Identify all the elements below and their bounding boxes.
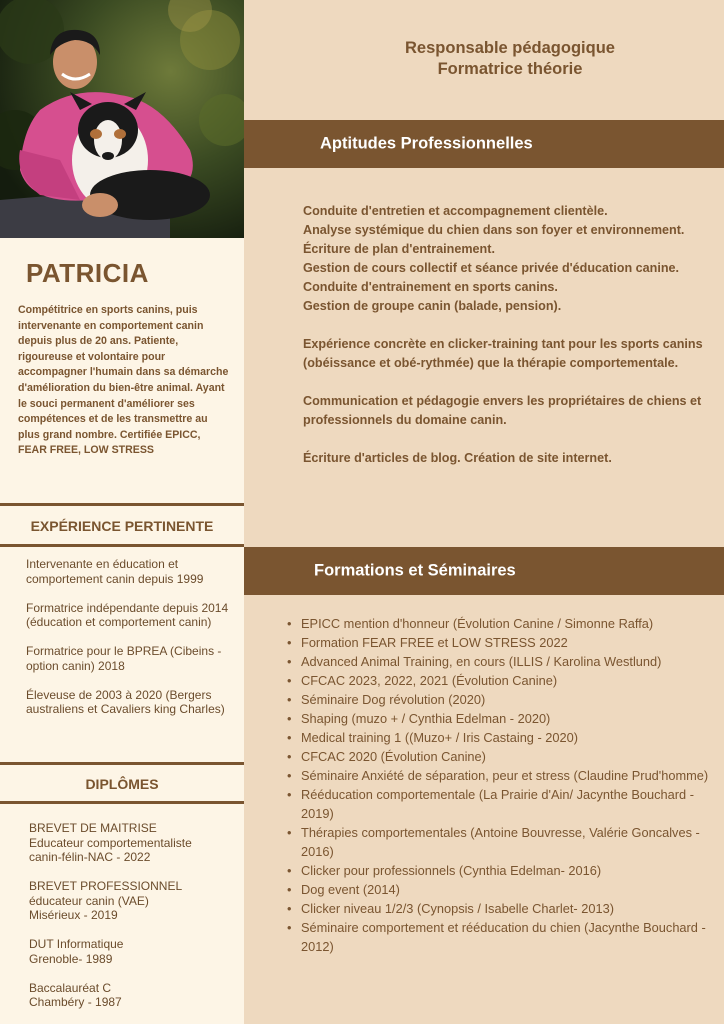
skills-paragraph: Écriture d'articles de blog. Création de site internet.: [303, 451, 612, 465]
diplomas-heading: DIPLÔMES: [85, 776, 159, 792]
diplomas-list: [29, 821, 234, 1024]
training-item: • Clicker pour professionnels (Cynthia Edelman- 2016): [285, 861, 715, 880]
skills-banner: [244, 120, 724, 168]
skill-line: Gestion de groupe canin (balade, pension).: [303, 299, 562, 313]
divider: [0, 762, 244, 765]
skills-heading: Aptitudes Professionnelles: [320, 134, 533, 153]
job-title: [300, 38, 720, 80]
trainings-list: [285, 614, 715, 956]
diploma-line: DUT Informatique: [29, 937, 124, 951]
experience-item: Formatrice indépendante depuis 2014 (éducation et comportement canin): [26, 600, 229, 629]
job-title-line: Responsable pédagogique: [405, 39, 615, 57]
profile-name: PATRICIA: [26, 258, 149, 288]
skills-list: [303, 202, 703, 316]
diploma-item: [29, 879, 234, 923]
trainings-banner: [244, 547, 724, 595]
training-item: • EPICC mention d'honneur (Évolution Canine / Simonne Raffa): [285, 614, 715, 633]
skill-line: Gestion de cours collectif et séance privée d'éducation canine.: [303, 261, 680, 275]
job-title-line: Formatrice théorie: [437, 60, 583, 78]
profile-bio: Compétitrice en sports canins, puis intervenante en comportement canin depuis plus de 20 ans. Patiente, rigoureuse et volontaire pour accompagner l'humain dans sa démarche d'amélioration du bien-être animal. Ayant le souci permanent d'améliorer ses compétences et de les transmettre au plus grand nombre. Certifiée EPICC, FEAR FREE, LOW STRESS: [18, 304, 229, 457]
training-item: • Medical training 1 ((Muzo+ / Iris Castaing - 2020): [285, 728, 715, 747]
diploma-item: [29, 821, 234, 865]
skill-line: Conduite d'entrainement en sports canins.: [303, 280, 558, 294]
diploma-line: BREVET PROFESSIONNEL: [29, 879, 183, 893]
skill-line: Écriture de plan d'entrainement.: [303, 242, 495, 256]
diploma-line: Grenoble- 1989: [29, 951, 113, 966]
skill-line: Conduite d'entretien et accompagnement clientèle.: [303, 204, 608, 218]
profile-photo: [0, 0, 244, 238]
experience-item: Formatrice pour le BPREA (Cibeins - option canin) 2018: [26, 644, 222, 673]
diploma-line: Educateur comportementaliste: [29, 835, 192, 850]
experience-item: Intervenante en éducation et comportement canin depuis 1999: [26, 557, 204, 586]
left-sidebar: [0, 0, 244, 1024]
skills-paragraph: Communication et pédagogie envers les propriétaires de chiens et professionnels du domaine canin.: [303, 394, 702, 427]
divider: [0, 503, 244, 506]
diploma-line: Chambéry - 1987: [29, 995, 122, 1009]
training-item: • Séminaire Dog révolution (2020): [285, 690, 715, 709]
diploma-item: [29, 937, 234, 966]
diploma-line: Baccalauréat C: [29, 980, 112, 995]
training-item: • Thérapies comportementales (Antoine Bouvresse, Valérie Goncalves - 2016): [285, 823, 715, 861]
profile-photo-illustration: [0, 0, 244, 238]
divider: [0, 544, 244, 547]
experience-heading: EXPÉRIENCE PERTINENTE: [30, 518, 214, 534]
skills-paragraph: Expérience concrète en clicker-training tant pour les sports canins (obéissance et obé-rythmée) que la thérapie comportementale.: [303, 337, 703, 370]
diploma-item: [29, 981, 234, 1010]
training-item: • Séminaire Anxiété de séparation, peur et stress (Claudine Prud'homme): [285, 766, 715, 785]
training-item: • Formation FEAR FREE et LOW STRESS 2022: [285, 633, 715, 652]
diploma-line: canin-félin-NAC - 2022: [29, 850, 151, 864]
diploma-line: éducateur canin (VAE): [29, 893, 149, 908]
training-item: • Clicker niveau 1/2/3 (Cynopsis / Isabelle Charlet- 2013): [285, 899, 715, 918]
experience-item: Éleveuse de 2003 à 2020 (Bergers australiens et Cavaliers king Charles): [26, 687, 225, 716]
training-item: • Séminaire comportement et rééducation du chien (Jacynthe Bouchard - 2012): [285, 918, 715, 956]
training-item: • Dog event (2014): [285, 880, 715, 899]
training-item: • CFCAC 2020 (Évolution Canine): [285, 747, 715, 766]
experience-list: [26, 557, 231, 731]
training-item: • CFCAC 2023, 2022, 2021 (Évolution Canine): [285, 671, 715, 690]
skills-section: [303, 202, 703, 487]
training-item: • Rééducation comportementale (La Prairie d'Ain/ Jacynthe Bouchard - 2019): [285, 785, 715, 823]
skill-line: Analyse systémique du chien dans son foyer et environnement.: [303, 223, 685, 237]
diploma-line: BREVET DE MAITRISE: [29, 821, 157, 835]
divider: [0, 801, 244, 804]
diploma-line: Misérieux - 2019: [29, 908, 118, 922]
training-item: • Shaping (muzo + / Cynthia Edelman - 2020): [285, 709, 715, 728]
trainings-heading: Formations et Séminaires: [314, 561, 516, 580]
training-item: • Advanced Animal Training, en cours (ILLIS / Karolina Westlund): [285, 652, 715, 671]
